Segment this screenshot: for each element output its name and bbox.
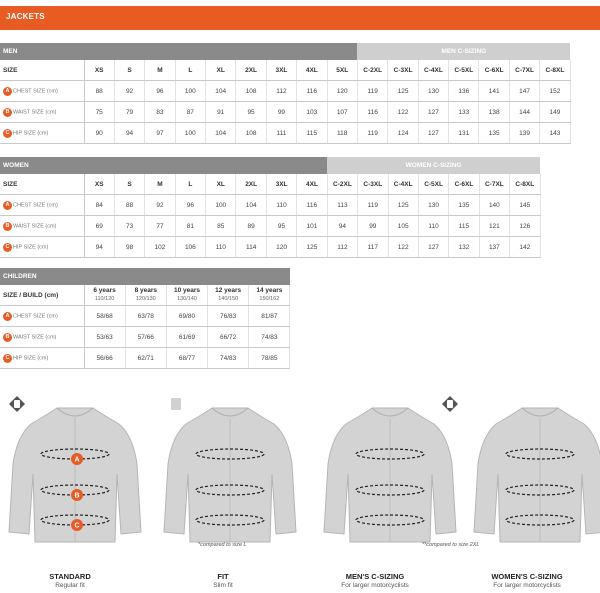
men-csizing-jacket-svg (320, 394, 460, 544)
women-row-0 (0, 195, 540, 216)
women-row-1-name: WAIST SIZE (cm) (13, 223, 57, 229)
women-row-1-cell-0: 69 (84, 216, 114, 237)
men-size-3: L (175, 60, 205, 81)
children-table-title-row (0, 268, 290, 285)
men-size-5: 2XL (236, 60, 266, 81)
women-row-0-cell-8: 113 (327, 195, 357, 216)
men-size-0: XS (84, 60, 114, 81)
women-row-2-cell-1: 98 (114, 237, 144, 258)
women-row-2-cell-6: 120 (266, 237, 296, 258)
women-size-7: 4XL (297, 174, 327, 195)
men-row-0-label (0, 81, 84, 102)
women-row-1-cell-1: 73 (114, 216, 144, 237)
men-row-2-cell-12: 131 (449, 123, 479, 144)
children-row-0-badge: A (3, 312, 12, 321)
men-row-1-cell-14: 144 (509, 102, 539, 123)
children-row-0 (0, 306, 290, 327)
women-row-1-cell-6: 95 (266, 216, 296, 237)
children-row-0-cell-3: 76/83 (208, 306, 249, 327)
men-row-1 (0, 102, 570, 123)
men-row-0-cell-15: 152 (540, 81, 570, 102)
men-size-15: C-8XL (540, 60, 570, 81)
women-row-0-cell-13: 140 (479, 195, 509, 216)
women-size-8: C-2XL (327, 174, 357, 195)
men-size-13: C-6XL (479, 60, 509, 81)
men-row-0-cell-5: 108 (236, 81, 266, 102)
women-row-1-badge: B (3, 222, 12, 231)
women-row-0-cell-9: 119 (358, 195, 388, 216)
women-row-2-cell-8: 112 (327, 237, 357, 258)
women-row-1-cell-4: 85 (206, 216, 236, 237)
men-csizing-note: **compared to size 2XL (422, 542, 480, 548)
men-row-0-cell-11: 130 (418, 81, 448, 102)
men-row-1-cell-11: 127 (418, 102, 448, 123)
men-row-2-cell-11: 127 (418, 123, 448, 144)
jacket-figure-men-csizing (320, 394, 460, 544)
standard-measure-marker-label-1: B (74, 492, 80, 500)
women-size-header-row (0, 174, 540, 195)
women-row-1-cell-13: 121 (479, 216, 509, 237)
women-row-2-cell-13: 137 (479, 237, 509, 258)
men-row-1-cell-1: 79 (114, 102, 144, 123)
women-size-14: C-8XL (510, 174, 540, 195)
children-size-1-age: 8 years (134, 287, 157, 294)
children-row-1-badge: B (3, 333, 12, 342)
women-size-10: C-4XL (388, 174, 418, 195)
men-row-2-cell-4: 104 (206, 123, 236, 144)
women-row-2-cell-10: 122 (388, 237, 418, 258)
children-row-2-cell-0: 56/66 (84, 348, 125, 369)
men-row-2-cell-5: 108 (236, 123, 266, 144)
men-csizing-title: MEN C-SIZING (357, 43, 570, 60)
women-size-4: XL (206, 174, 236, 195)
women-row-0-cell-6: 110 (266, 195, 296, 216)
men-row-1-cell-13: 138 (479, 102, 509, 123)
men-row-2-cell-6: 111 (266, 123, 296, 144)
men-row-0 (0, 81, 570, 102)
children-size-1-wrap (126, 287, 166, 303)
women-size-0: XS (84, 174, 114, 195)
women-row-2-cell-3: 106 (175, 237, 205, 258)
men-row-2-cell-15: 143 (540, 123, 570, 144)
men-row-2-cell-1: 94 (114, 123, 144, 144)
caption-fit-name: FIT (217, 572, 229, 581)
men-size-9: C-2XL (357, 60, 387, 81)
children-size-4 (249, 285, 290, 306)
children-row-1-cell-0: 53/63 (84, 327, 125, 348)
men-row-0-cell-9: 119 (357, 81, 387, 102)
women-table-title-row (0, 157, 540, 174)
children-row-0-name: CHEST SIZE (cm) (13, 313, 58, 319)
men-row-1-cell-7: 103 (297, 102, 327, 123)
standard-jacket-svg (5, 394, 145, 544)
women-row-1-cell-8: 94 (327, 216, 357, 237)
women-row-0-label (0, 195, 84, 216)
men-row-0-cell-4: 104 (206, 81, 236, 102)
children-size-4-range: 150/162 (259, 296, 280, 302)
women-row-1-label (0, 216, 84, 237)
men-row-2 (0, 123, 570, 144)
men-row-1-name: WAIST SIZE (cm) (13, 109, 57, 115)
standard-measure-marker-label-2: C (74, 522, 80, 530)
women-row-1-cell-14: 126 (510, 216, 540, 237)
children-row-2-cell-2: 68/77 (166, 348, 207, 369)
women-row-1-cell-7: 101 (297, 216, 327, 237)
caption-men-csizing (300, 572, 450, 589)
men-size-label: SIZE (0, 60, 84, 81)
caption-men-csizing-desc: For larger motorcyclists (341, 582, 409, 589)
women-row-0-cell-10: 125 (388, 195, 418, 216)
women-size-1: S (114, 174, 144, 195)
women-row-1 (0, 216, 540, 237)
caption-women-csizing-name: WOMEN'S C-SIZING (491, 572, 563, 581)
children-row-0-cell-0: 58/68 (84, 306, 125, 327)
men-size-7: 4XL (297, 60, 327, 81)
men-row-1-cell-0: 75 (84, 102, 114, 123)
men-row-2-cell-3: 100 (175, 123, 205, 144)
jackets-header (0, 6, 600, 30)
women-row-2-name: HIP SIZE (cm) (13, 244, 49, 250)
children-row-1-name: WAIST SIZE (cm) (13, 334, 57, 340)
men-row-2-cell-8: 118 (327, 123, 357, 144)
men-size-2: M (145, 60, 175, 81)
children-size-header-row (0, 285, 290, 306)
men-row-2-cell-10: 124 (388, 123, 418, 144)
men-size-6: 3XL (266, 60, 296, 81)
women-row-2-cell-2: 102 (145, 237, 175, 258)
men-size-header-row (0, 60, 570, 81)
men-row-2-cell-7: 115 (297, 123, 327, 144)
women-size-12: C-6XL (449, 174, 479, 195)
children-row-2 (0, 348, 290, 369)
men-row-0-cell-7: 116 (297, 81, 327, 102)
children-size-0-wrap (85, 287, 125, 303)
women-row-2-label (0, 237, 84, 258)
women-row-0-cell-14: 145 (510, 195, 540, 216)
women-row-1-cell-12: 115 (449, 216, 479, 237)
men-row-2-cell-13: 135 (479, 123, 509, 144)
women-csizing-title: WOMEN C-SIZING (327, 157, 540, 174)
men-row-1-cell-12: 133 (449, 102, 479, 123)
children-size-3-range: 140/150 (218, 296, 239, 302)
women-size-11: C-5XL (418, 174, 448, 195)
children-row-1-cell-3: 66/72 (208, 327, 249, 348)
caption-women-csizing-desc: For larger motorcyclists (493, 582, 561, 589)
women-row-0-badge: A (3, 201, 12, 210)
caption-standard-name: STANDARD (49, 572, 91, 581)
women-size-5: 2XL (236, 174, 266, 195)
men-size-1: S (114, 60, 144, 81)
children-size-2 (166, 285, 207, 306)
slim-fit-icon (168, 396, 184, 412)
men-row-0-cell-6: 112 (266, 81, 296, 102)
men-table-title-row (0, 43, 570, 60)
children-row-0-cell-1: 63/78 (125, 306, 166, 327)
women-size-9: C-3XL (358, 174, 388, 195)
women-row-2-cell-14: 142 (510, 237, 540, 258)
children-row-1-cell-2: 61/69 (166, 327, 207, 348)
men-row-0-cell-1: 92 (114, 81, 144, 102)
children-row-1-label (0, 327, 84, 348)
men-row-2-label (0, 123, 84, 144)
children-row-2-badge: C (3, 354, 12, 363)
men-size-8: 5XL (327, 60, 357, 81)
men-size-12: C-5XL (449, 60, 479, 81)
women-row-0-cell-11: 130 (418, 195, 448, 216)
children-table-title: CHILDREN (0, 268, 290, 285)
caption-men-csizing-name: MEN'S C-SIZING (345, 572, 405, 581)
men-size-14: C-7XL (509, 60, 539, 81)
men-row-1-cell-8: 107 (327, 102, 357, 123)
standard-measure-marker-label-0: A (74, 456, 80, 464)
women-row-0-cell-2: 92 (145, 195, 175, 216)
children-row-1-cell-4: 74/83 (249, 327, 290, 348)
women-row-2-cell-0: 94 (84, 237, 114, 258)
children-size-2-age: 10 years (173, 287, 200, 294)
women-row-2-cell-7: 125 (297, 237, 327, 258)
women-fit-icon (442, 396, 458, 412)
women-row-2-cell-11: 127 (418, 237, 448, 258)
children-size-1 (125, 285, 166, 306)
caption-standard (0, 572, 145, 589)
jacket-figure-fit (160, 394, 300, 544)
women-csizing-jacket-body (474, 408, 600, 542)
caption-standard-desc: Regular fit (55, 582, 85, 589)
women-row-1-cell-11: 110 (418, 216, 448, 237)
children-row-1-cell-1: 57/66 (125, 327, 166, 348)
jacket-figure-standard (5, 394, 145, 544)
men-row-1-cell-6: 99 (266, 102, 296, 123)
men-row-1-cell-2: 83 (145, 102, 175, 123)
men-row-2-cell-2: 97 (145, 123, 175, 144)
children-row-2-label (0, 348, 84, 369)
children-size-0 (84, 285, 125, 306)
children-size-4-wrap (249, 287, 289, 303)
men-row-2-cell-9: 119 (357, 123, 387, 144)
men-row-2-name: HIP SIZE (cm) (13, 130, 49, 136)
children-size-label: SIZE / BUILD (cm) (0, 285, 84, 306)
women-row-1-cell-2: 77 (145, 216, 175, 237)
women-row-0-cell-4: 100 (206, 195, 236, 216)
children-row-0-label (0, 306, 84, 327)
men-row-0-badge: A (3, 87, 12, 96)
men-row-1-cell-3: 87 (175, 102, 205, 123)
men-row-0-cell-2: 96 (145, 81, 175, 102)
men-table-title: MEN (0, 43, 357, 60)
fit-jacket-svg (160, 394, 300, 544)
men-row-1-cell-15: 149 (540, 102, 570, 123)
men-row-2-badge: C (3, 129, 12, 138)
men-row-0-name: CHEST SIZE (cm) (13, 88, 58, 94)
children-row-2-cell-3: 74/83 (208, 348, 249, 369)
standard-fit-icon (9, 396, 25, 412)
women-size-2: M (145, 174, 175, 195)
children-size-2-range: 130/140 (177, 296, 197, 302)
women-row-0-cell-7: 116 (297, 195, 327, 216)
women-row-1-cell-9: 99 (358, 216, 388, 237)
women-row-0-name: CHEST SIZE (cm) (13, 202, 58, 208)
children-size-3-wrap (208, 287, 248, 303)
men-row-0-cell-3: 100 (175, 81, 205, 102)
children-row-2-cell-1: 62/71 (125, 348, 166, 369)
page-title: JACKETS (6, 12, 45, 21)
women-row-1-cell-3: 81 (175, 216, 205, 237)
children-row-0-cell-2: 69/80 (166, 306, 207, 327)
children-row-0-cell-4: 81/87 (249, 306, 290, 327)
men-size-table (0, 43, 571, 144)
men-row-2-cell-14: 139 (509, 123, 539, 144)
men-row-2-cell-0: 90 (84, 123, 114, 144)
children-size-2-wrap (167, 287, 207, 303)
men-row-0-cell-8: 120 (327, 81, 357, 102)
women-size-table (0, 157, 541, 258)
women-row-0-cell-1: 88 (114, 195, 144, 216)
men-row-1-badge: B (3, 108, 12, 117)
men-row-1-cell-10: 122 (388, 102, 418, 123)
women-row-2-cell-9: 117 (358, 237, 388, 258)
men-row-0-cell-14: 147 (509, 81, 539, 102)
men-size-10: C-3XL (388, 60, 418, 81)
children-size-table (0, 268, 290, 369)
jacket-figure-women-csizing (470, 394, 600, 544)
caption-fit-desc: Slim fit (213, 582, 233, 589)
caption-fit (148, 572, 298, 589)
women-row-0-cell-0: 84 (84, 195, 114, 216)
children-row-1 (0, 327, 290, 348)
children-size-3-age: 12 years (215, 287, 242, 294)
women-size-label: SIZE (0, 174, 84, 195)
women-row-0-cell-5: 104 (236, 195, 266, 216)
men-size-4: XL (206, 60, 236, 81)
children-row-2-name: HIP SIZE (cm) (13, 355, 49, 361)
children-size-0-range: 110/120 (94, 296, 115, 302)
men-row-0-cell-13: 141 (479, 81, 509, 102)
caption-women-csizing (452, 572, 600, 589)
children-size-3 (208, 285, 249, 306)
women-row-2 (0, 237, 540, 258)
fit-note: *compared to size L (198, 542, 247, 548)
men-row-1-cell-5: 95 (236, 102, 266, 123)
children-size-4-age: 14 years (256, 287, 283, 294)
men-row-0-cell-0: 88 (84, 81, 114, 102)
children-size-1-range: 120/130 (135, 296, 156, 302)
women-csizing-jacket-svg (470, 394, 600, 544)
women-row-1-cell-10: 105 (388, 216, 418, 237)
women-row-0-cell-12: 135 (449, 195, 479, 216)
women-row-2-cell-5: 114 (236, 237, 266, 258)
men-size-11: C-4XL (418, 60, 448, 81)
women-table-title: WOMEN (0, 157, 327, 174)
women-size-3: L (175, 174, 205, 195)
women-row-2-badge: C (3, 243, 12, 252)
children-row-2-cell-4: 78/85 (249, 348, 290, 369)
women-row-0-cell-3: 96 (175, 195, 205, 216)
men-row-1-label (0, 102, 84, 123)
women-row-2-cell-4: 110 (206, 237, 236, 258)
women-size-6: 3XL (266, 174, 296, 195)
women-row-2-cell-12: 132 (449, 237, 479, 258)
men-row-1-cell-4: 91 (206, 102, 236, 123)
men-row-1-cell-9: 116 (357, 102, 387, 123)
men-row-0-cell-10: 125 (388, 81, 418, 102)
men-row-0-cell-12: 136 (449, 81, 479, 102)
children-size-0-age: 6 years (93, 287, 116, 294)
women-row-1-cell-5: 89 (236, 216, 266, 237)
women-size-13: C-7XL (479, 174, 509, 195)
